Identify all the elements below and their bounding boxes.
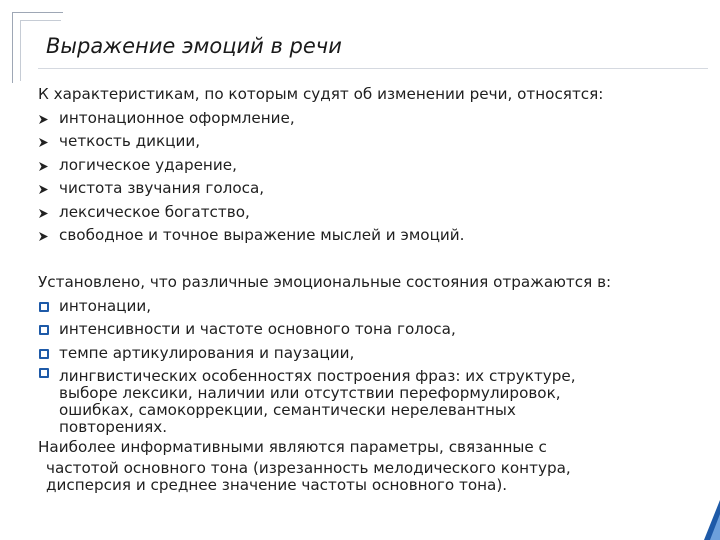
slide-title: Выражение эмоций в речи	[46, 34, 342, 58]
list-item-continuation: выборе лексики, наличии или отсутствии переформулировок,	[59, 384, 561, 402]
square-bullet-icon	[39, 368, 49, 378]
arrow-bullet-icon	[38, 114, 49, 125]
list-item-continuation: ошибках, самокоррекции, семантически нерелевантных	[59, 401, 516, 419]
list-item	[38, 154, 708, 178]
arrow-bullet-icon	[38, 161, 49, 172]
list-item	[38, 295, 708, 319]
square-bullet-icon	[39, 302, 49, 312]
square-bullet-icon	[39, 349, 49, 359]
list-item	[38, 365, 708, 385]
arrow-bullet-icon	[38, 184, 49, 195]
list-item	[38, 107, 708, 131]
list-item-text: логическое ударение,	[59, 155, 237, 174]
slide-body	[38, 83, 708, 494]
conclusion-line: Наиболее информативными являются параметры, связанные с	[38, 438, 547, 456]
list-item-text: свободное и точное выражение мыслей и эмоций.	[59, 226, 465, 244]
list-item	[38, 201, 708, 225]
list-item-text: лексическое богатство,	[59, 202, 250, 221]
list-item	[38, 318, 708, 342]
list-item	[38, 177, 708, 201]
list-item-text: интенсивности и частоте основного тона голоса,	[59, 320, 456, 338]
section1-intro: К характеристикам, по которым судят об изменении речи, относятся:	[38, 85, 604, 103]
list-item	[38, 130, 708, 154]
list-item-text: четкость дикции,	[59, 132, 201, 150]
list-item-text: чистота звучания голоса,	[59, 179, 265, 197]
list-item	[38, 342, 708, 366]
arrow-bullet-icon	[38, 208, 49, 219]
conclusion-line: частотой основного тона (изрезанность мелодического контура,	[46, 458, 571, 477]
corner-accent-icon	[690, 500, 720, 540]
section2-intro: Установлено, что различные эмоциональные состояния отражаются в:	[38, 273, 612, 291]
list-item-text: интонации,	[59, 296, 152, 315]
square-bullet-icon	[39, 325, 49, 335]
list-item-text: интонационное оформление,	[59, 108, 295, 127]
list-item-text: темпе артикулирования и паузации,	[59, 343, 355, 362]
paragraph-gap	[38, 248, 708, 272]
title-divider	[38, 68, 708, 69]
conclusion-paragraph	[38, 436, 708, 494]
conclusion-line: дисперсия и среднее значение частоты основного тона).	[46, 475, 508, 494]
arrow-bullet-icon	[38, 231, 49, 242]
list-item-continuation: повторениях.	[59, 418, 168, 436]
list-item-text: лингвистических особенностях построения фраз: их структуре,	[59, 367, 576, 385]
list-item	[38, 224, 708, 248]
arrow-bullet-icon	[38, 137, 49, 148]
